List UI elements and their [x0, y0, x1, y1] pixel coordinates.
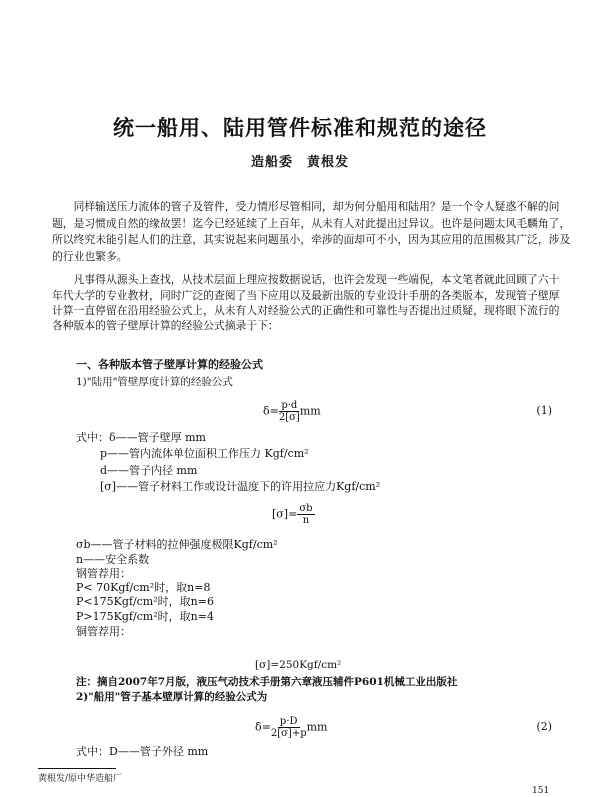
definition-line: n——安全系数 [76, 553, 150, 566]
formula-2 [255, 716, 328, 739]
definition-line: 铜管荐用： [76, 625, 131, 638]
note: 注：摘自2007年7月版，液压气动技术手册第六章液压辅件P601机械工业出版社 [76, 676, 458, 688]
formula-sigma [272, 503, 315, 526]
formula-1 [263, 400, 321, 423]
paragraph-line: 所以终究未能引起人们的注意，其实说起来问题虽小，牵涉的面却可不小，因为其应用的范围极其广泛，涉及 [52, 233, 571, 246]
item-heading: 2)"船用"管子基本壁厚计算的经验公式为 [76, 691, 268, 703]
definition-line: 式中：D——管子外径 mm [76, 745, 209, 758]
definition-line: P<175Kgf/cm²时，取n=6 [76, 595, 214, 608]
paragraph-line: 凡事得从源头上查找，从技术层面上理应按数据说话，也许会发现一些端倪，本文笔者就此回顾了六十 [52, 273, 560, 286]
paragraph-line: 同样输送压力流体的管子及管件，受力情形尽管相同，却为何分船用和陆用？是一个令人疑惑不解的问 [52, 200, 560, 213]
paragraph-line: 计算一直停留在沿用经验公式上，从未有人对经验公式的正确性和可靠性与否提出过质疑，现将眼下流行的 [52, 304, 560, 317]
definition-line: P< 70Kgf/cm²时，取n=8 [76, 581, 211, 594]
equation-number: (2) [536, 720, 552, 733]
footnote: 黄根发/原中华造船厂 [38, 774, 123, 784]
page-number: 151 [532, 786, 550, 796]
definition-line: [σ]——管子材料工作或设计温度下的许用拉应力Kgf/cm² [100, 480, 381, 493]
formula-denominator: 2[σ] [278, 412, 300, 423]
definition-line: P>175Kgf/cm²时，取n=4 [76, 610, 214, 623]
item-heading: 1)"陆用"管壁厚度计算的经验公式 [76, 376, 233, 388]
formula-denominator: n [302, 515, 310, 526]
definition-line: σb——管子材料的拉伸强度极限Kgf/cm² [76, 538, 278, 551]
formula-lhs: δ= [263, 404, 279, 418]
formula-lhs: δ= [255, 720, 271, 734]
formula-numerator: p·D [279, 716, 298, 727]
authors: 造船委 黄根发 [250, 155, 349, 170]
formula-numerator: σb [299, 503, 313, 514]
page-title: 统一船用、陆用管件标准和规范的途径 [113, 115, 487, 140]
section-heading: 一、各种版本管子壁厚计算的经验公式 [76, 358, 263, 371]
paragraph-line: 年代大学的专业教材，同时广泛的查阅了当下应用以及最新出版的专业设计手册的各类版本，发现管子壁厚 [52, 289, 560, 302]
copper-formula: [σ]=250Kgf/cm² [255, 659, 342, 671]
definition-line: d——管子内径 mm [100, 464, 198, 477]
formula-denominator: 2[σ]+p [270, 728, 307, 739]
definition-line: 钢管荐用： [76, 567, 131, 580]
formula-unit: mm [299, 404, 321, 418]
paragraph-line: 各种版本的管子壁厚计算的经验公式摘录于下： [52, 319, 279, 332]
formula-lhs: [σ]= [272, 507, 298, 521]
paragraph-line: 题，是习惯成自然的缘故罢！迄今已经延续了上百年，从未有人对此提出过异议。也许是问题太风毛麟角了， [52, 217, 571, 230]
equation-number: (1) [536, 404, 552, 417]
definition-line: 式中：δ——管子壁厚 mm [76, 431, 206, 444]
definition-line: p——管内流体单位面积工作压力 Kgf/cm² [100, 447, 309, 460]
footnote-divider [38, 768, 116, 769]
paragraph-line: 的行业也繁多。 [52, 250, 128, 263]
formula-unit: mm [306, 720, 328, 734]
formula-numerator: p·d [281, 400, 298, 411]
